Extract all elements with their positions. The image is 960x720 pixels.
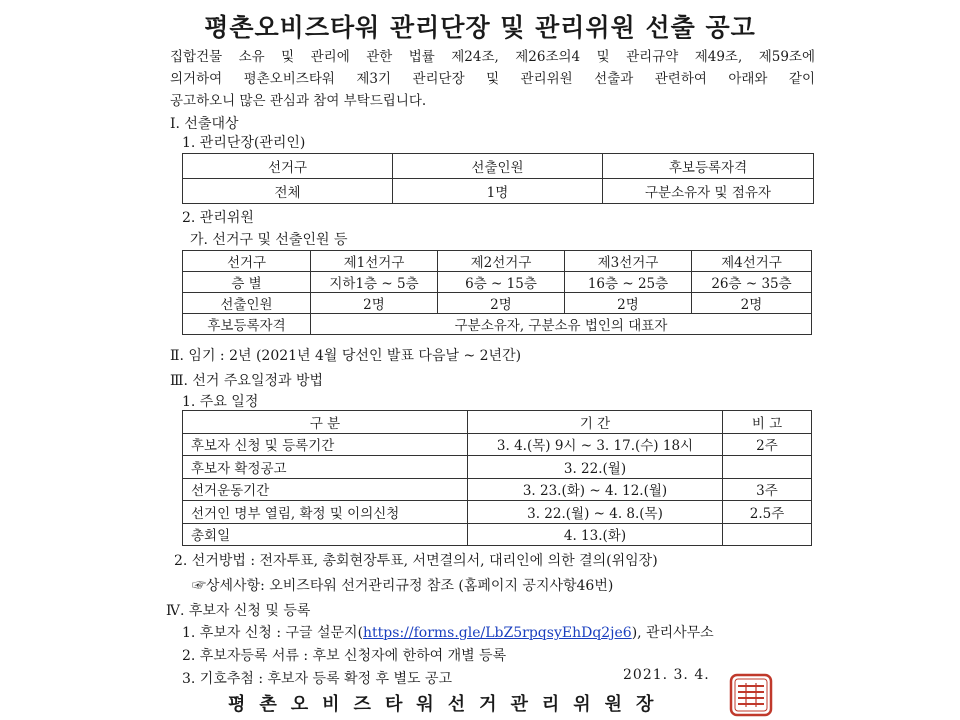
table-header: 선거구 <box>183 251 311 272</box>
table-cell: 선출인원 <box>183 293 311 314</box>
table-cell: 후보자 신청 및 등록기간 <box>183 433 468 456</box>
section-4-heading: Ⅳ. 후보자 신청 및 등록 <box>166 603 311 619</box>
table-header: 제4선거구 <box>692 251 812 272</box>
table-header: 제2선거구 <box>438 251 565 272</box>
table-cell: 26층 ~ 35층 <box>692 272 812 293</box>
section-1-sub2: 2. 관리위원 <box>182 210 254 226</box>
table-cell: 층 별 <box>183 272 311 293</box>
table-header: 비 고 <box>723 411 812 434</box>
table-cell: 지하1층 ~ 5층 <box>311 272 438 293</box>
table-cell: 후보자 확정공고 <box>183 456 468 479</box>
table-cell: 2명 <box>311 293 438 314</box>
page-title: 평촌오비즈타워 관리단장 및 관리위원 선출 공고 <box>204 13 756 42</box>
table-cell: 총회일 <box>183 523 468 546</box>
section-3-sub2: 2. 선거방법 : 전자투표, 총회현장투표, 서면결의서, 대리인에 의한 결의(위임장) <box>174 553 658 569</box>
table-cell: 2주 <box>723 433 812 456</box>
table-cell: 3. 23.(화) ~ 4. 12.(월) <box>468 478 723 501</box>
table-header: 선거구 <box>183 154 393 179</box>
table-header: 제3선거구 <box>565 251 692 272</box>
table-header: 제1선거구 <box>311 251 438 272</box>
table-cell: 1명 <box>393 179 603 204</box>
table-cell: 선거운동기간 <box>183 478 468 501</box>
section-2-heading: Ⅱ. 임기 : 2년 (2021년 4월 당선인 발표 다음날 ~ 2년간) <box>170 348 522 364</box>
intro-line: 집합건물 소유 및 관리에 관한 법률 제24조, 제26조의4 및 관리규약 제49조, 제59조에 <box>170 49 815 65</box>
table-cell: 16층 ~ 25층 <box>565 272 692 293</box>
table-cell <box>723 523 812 546</box>
table-header: 선출인원 <box>393 154 603 179</box>
table-cell: 3주 <box>723 478 812 501</box>
table-cell: 선거인 명부 열림, 확정 및 이의신청 <box>183 501 468 524</box>
manager-table <box>182 153 814 204</box>
table-cell: 3. 4.(목) 9시 ~ 3. 17.(수) 18시 <box>468 433 723 456</box>
table-cell: 2명 <box>438 293 565 314</box>
item1-suffix: ), 관리사무소 <box>631 625 714 641</box>
table-cell: 3. 22.(월) <box>468 456 723 479</box>
table-cell: 6층 ~ 15층 <box>438 272 565 293</box>
section-3-sub1: 1. 주요 일정 <box>182 394 259 410</box>
table-cell: 2.5주 <box>723 501 812 524</box>
intro-line: 공고하오니 많은 관심과 참여 부탁드립니다. <box>170 93 427 109</box>
table-cell: 2명 <box>565 293 692 314</box>
section-4-item2: 2. 후보자등록 서류 : 후보 신청자에 한하여 개별 등록 <box>182 648 507 664</box>
schedule-table <box>182 410 812 546</box>
table-header: 구 분 <box>183 411 468 434</box>
official-seal-icon <box>729 673 773 717</box>
table-cell: 3. 22.(월) ~ 4. 8.(목) <box>468 501 723 524</box>
table-cell: 구분소유자, 구분소유 법인의 대표자 <box>311 314 812 335</box>
survey-link[interactable]: https://forms.gle/LbZ5rpqsyEhDq2je6 <box>363 625 632 641</box>
table-cell: 4. 13.(화) <box>468 523 723 546</box>
section-1-sub1: 1. 관리단장(관리인) <box>182 135 306 151</box>
section-3-heading: Ⅲ. 선거 주요일정과 방법 <box>170 373 324 389</box>
table-header: 후보등록자격 <box>603 154 814 179</box>
table-cell: 2명 <box>692 293 812 314</box>
table-cell: 구분소유자 및 점유자 <box>603 179 814 204</box>
section-1-sub2a: 가. 선거구 및 선출인원 등 <box>190 232 348 248</box>
table-cell: 전체 <box>183 179 393 204</box>
intro-line: 의거하여 평촌오비즈타워 제3기 관리단장 및 관리위원 선출과 관련하여 아래와 같이 <box>170 71 815 87</box>
table-cell: 후보등록자격 <box>183 314 311 335</box>
section-3-note: ☞상세사항: 오비즈타워 선거관리규정 참조 (홈페이지 공지사항46번) <box>192 578 614 594</box>
signature-line: 평촌오비즈타워선거관리위원장 <box>228 694 668 715</box>
section-1-heading: Ⅰ. 선출대상 <box>170 116 239 132</box>
section-4-item1 <box>182 622 714 642</box>
item1-prefix: 1. 후보자 신청 : 구글 설문지( <box>182 625 364 641</box>
intro-paragraph <box>170 46 815 112</box>
notice-date: 2021. 3. 4. <box>623 667 710 683</box>
table-cell <box>723 456 812 479</box>
table-header: 기 간 <box>468 411 723 434</box>
committee-table <box>182 250 812 335</box>
section-4-item3: 3. 기호추첨 : 후보자 등록 확정 후 별도 공고 <box>182 671 453 687</box>
